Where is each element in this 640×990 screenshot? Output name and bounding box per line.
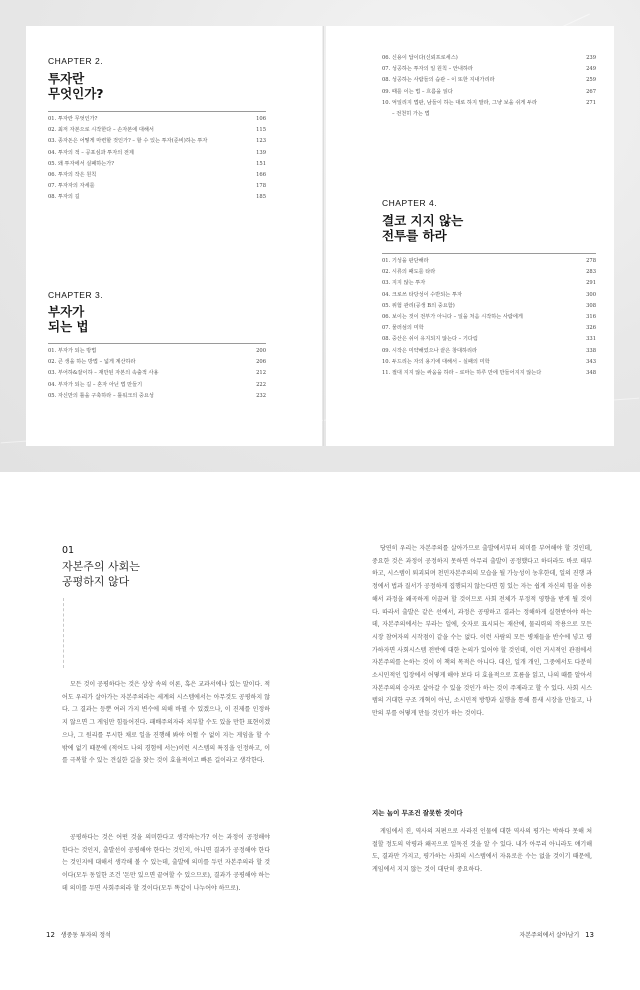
toc-entry-title: 07. 투자자의 자세를 bbox=[48, 183, 95, 190]
toc-entry bbox=[48, 192, 266, 203]
toc-entry-page: 316 bbox=[586, 314, 596, 321]
toc-entry-title: 09. 시작은 미약해었으나 끝은 창대하리라 bbox=[382, 347, 478, 354]
toc-entry-title: 05. 위험 관리(공생 B의 중요함) bbox=[382, 302, 455, 309]
toc-entry-title: 02. 시류의 패도를 타라 bbox=[382, 269, 436, 276]
toc-entry bbox=[48, 148, 266, 159]
toc-entry-page: 206 bbox=[256, 359, 266, 366]
toc-entry-page: 343 bbox=[586, 358, 596, 365]
toc-entry bbox=[48, 368, 266, 379]
toc-entry-page: 348 bbox=[586, 370, 596, 377]
left-running-head: 생중동 투자의 정석 bbox=[60, 932, 111, 939]
toc-entry-title: 02. 큰 생을 하는 방법 – 넓게 계산하라 bbox=[48, 359, 136, 366]
toc-gutter bbox=[323, 26, 324, 446]
toc-entry-title: 08. 투자의 길 bbox=[48, 194, 80, 201]
toc-entry-title: – 전천히 가는 법 bbox=[392, 111, 430, 118]
toc-entry-title: 03. 부어하&잘이하 – 재만된 자본의 속출적 사용 bbox=[48, 370, 159, 377]
toc-entry bbox=[48, 159, 266, 170]
toc-entry-title: 09. 때를 이는 법 – 흐름을 읽다 bbox=[382, 88, 453, 95]
toc-entry bbox=[382, 357, 596, 368]
right-paragraph-1: 당연히 우리는 자본주의를 살아가므로 출발에서부터 의미를 부여해야 할 것인데, 중요한 것은 과정이 공정하지 못하면 아무리 출발이 공정했다고 하더라도 바로 태부하고, 시스템이 퇴괴되며 천민자본주의의 모습을 될 가능성이 농후한데, 일의 진행 과정에서 법과 질서가 공정하게 집행되지 않는다면 힘 있는 자는 쉽게 자신의 힘을 이용해서 과정을 왜곡하게 이끌려 할 것이므로 사회 전체가 부정적 영향을 받게 될 것이다. 따라서 출발은 같은 선에서, 과정은 공평하고 결과는 정해하게 실현받아야 하는데, 자본주의에서는 부라는 일에, 숫자로 표시되는 재산에, 물리력의 작용으로 모든 시장 참여자의 시작점이 같을 수는 없다. 이런 사람의 모든 병채들을 반수에 넣고 평가하자면 사회시스템 전반에 대한 논의가 있어야 할 것인데, 이런 거시적인 관점에서 자본주의를 논하는 것이 이 책의 목적은 아니다. 대신, 일개 개인, 그중에서도 다분히 소시민적인 입장에서 어떻게 해야 보다 더 효율적으로 흐름을 읽고, 나의 때를 알아서 자본주의의 승자로 살아갈 수 있을 것인가 하는 것이 주제라고 할 수 있다. 사회 시스템의 거대한 구조 개혁이 아닌, 소시민적 방향과 실행을 통해 틈새 시장을 만들고, 나만의 부를 어떻게 만들 것인가 하는 것이다. bbox=[372, 545, 592, 718]
toc-entry bbox=[48, 114, 266, 125]
toc-entry bbox=[382, 290, 596, 301]
toc-entry-title: 02. 최저 자본으로 시작한다 – 손자본에 대해서 bbox=[48, 127, 154, 134]
toc-entry-page: 239 bbox=[586, 55, 596, 61]
toc-entry-page: 259 bbox=[586, 77, 596, 84]
section-dashed-rule bbox=[63, 598, 64, 668]
toc-entry bbox=[382, 312, 596, 323]
toc-entry-page: 300 bbox=[586, 291, 596, 298]
toc-entry-title: 10. 두드리는 자의 용기에 대해서 – 실패의 미학 bbox=[382, 358, 490, 365]
chapter4-rule bbox=[382, 253, 596, 254]
toc-entry-page: 338 bbox=[586, 347, 596, 354]
toc-entry-page: 106 bbox=[256, 116, 266, 122]
toc-entry-page: 271 bbox=[586, 99, 596, 106]
toc-entry-title: 01. 기성을 판단해라 bbox=[382, 258, 429, 264]
toc-entry-page: 308 bbox=[586, 302, 596, 309]
left-paragraph-2: 공평하다는 것은 어떤 것을 의미한다고 생각하는가? 이는 과정이 공정해야 한다는 것인지, 출발선이 공평해야 한다는 것인지, 아니면 결과가 공정해야 한다는 것인지에 대해서 생각해 볼 수 있는데, 출발에 의미를 두던 자본주의라 할 것이다(모두 동일한 조건 '돈만 있으면 끝여할 수 있으므로), 결과가 공평해야 하는 데 의미를 두면 사회주의라 할 것이다(모두 똑같이 나누어야 하므로). bbox=[62, 834, 270, 892]
toc-entry bbox=[382, 53, 596, 64]
toc-entry bbox=[48, 136, 266, 147]
toc-entry bbox=[48, 357, 266, 368]
toc-entry bbox=[382, 334, 596, 345]
toc-entry-title: 06. 투자의 작은 원칙 bbox=[48, 172, 97, 179]
toc-entry-page: 151 bbox=[256, 160, 266, 167]
toc-entry-page: 200 bbox=[256, 348, 266, 354]
chapter2-label: CHAPTER 2. bbox=[48, 56, 104, 66]
chapter3-cont-toc-list bbox=[382, 53, 596, 120]
toc-entry bbox=[48, 380, 266, 391]
left-page-number: 12 bbox=[46, 931, 55, 939]
toc-entry-page: 331 bbox=[586, 336, 596, 343]
right-page-number: 13 bbox=[585, 931, 594, 939]
toc-entry bbox=[382, 301, 596, 312]
toc-entry-title: 03. 지지 않는 투자 bbox=[382, 280, 426, 287]
section-title: 자본주의 사회는 공평하지 않다 bbox=[62, 560, 140, 588]
toc-entry-title: 10. 억일리지 법판, 남들이 하는 대로 하지 말라, 그냥 보을 쉬게 두라 bbox=[382, 99, 537, 106]
toc-entry bbox=[382, 64, 596, 75]
chapter3-title: 부자가 되는 법 bbox=[48, 304, 89, 334]
toc-entry bbox=[48, 170, 266, 181]
chapter4-label: CHAPTER 4. bbox=[382, 198, 438, 208]
chapter2-rule bbox=[48, 111, 266, 112]
chapter2-title: 투자란 무엇인가? bbox=[48, 71, 104, 101]
toc-entry-title: 11. 절대 지지 않는 싸움을 하라 – 로마는 하루 만에 만들어지지 않는다 bbox=[382, 370, 542, 377]
toc-entry bbox=[48, 125, 266, 136]
toc-entry bbox=[48, 346, 266, 357]
toc-entry-page: 139 bbox=[256, 149, 266, 156]
toc-entry-title: 04. 투자의 적 – 공포심과 투자의 전제 bbox=[48, 149, 134, 156]
chapter4-toc-list bbox=[382, 256, 596, 379]
toc-entry-page: 232 bbox=[256, 392, 266, 399]
toc-entry-title: 06. 신용이 답이다(신뢰프로세스) bbox=[382, 55, 458, 61]
toc-entry-title: 04. 부자가 되는 길 – 혼자 아닌 법 만들기 bbox=[48, 381, 143, 388]
toc-entry bbox=[48, 181, 266, 192]
toc-entry bbox=[382, 87, 596, 98]
toc-entry-title: 01. 부자가 되는 방법 bbox=[48, 348, 97, 354]
chapter3-label: CHAPTER 3. bbox=[48, 290, 104, 300]
right-running-head: 자본주의에서 살아남기 bbox=[519, 932, 580, 939]
toc-entry-page: 166 bbox=[256, 172, 266, 179]
chapter2-toc-list bbox=[48, 114, 266, 204]
toc-entry-title: 05. 자신만의 틀을 구축하라 – 틀워크의 중요성 bbox=[48, 392, 154, 399]
chapter4-title: 결코 지지 않는 전투를 하라 bbox=[382, 213, 464, 243]
toc-entry bbox=[382, 323, 596, 334]
toc-entry-title: 07. 성공하는 투자의 일 원칙 – 안내하라 bbox=[382, 66, 473, 73]
toc-entry bbox=[382, 256, 596, 267]
toc-entry-title: 08. 중산은 쉬이 유지되지 않는다 – 기다림 bbox=[382, 336, 478, 343]
toc-entry-title: 08. 성공하는 사람들의 습관 – 이 또한 지내가리라 bbox=[382, 77, 495, 84]
toc-entry-page: 326 bbox=[586, 325, 596, 332]
toc-entry-page: 291 bbox=[586, 280, 596, 287]
toc-entry-title: 07. 물러섬의 미학 bbox=[382, 325, 424, 332]
chapter3-toc-list bbox=[48, 346, 266, 402]
toc-entry-page: 267 bbox=[586, 88, 596, 95]
left-paragraph-1: 모든 것이 공평하다는 것은 상상 속의 이론, 혹은 교과서에나 있는 말이다. 적어도 우리가 살아가는 자본주의라는 세계의 시스템에서는 아무것도 공평하지 않다. 그 결과는 등뿐 여러 가지 변수에 의해 바뀔 수 있겠으나, 이 진제를 인정하지 않으면 그 게임만 힘들어진다. 패배주의자라 치부할 수도 있을 만한 표현이겠으나, 그 원리를 무시한 채로 일을 진행해 봐야 어쩔 수 없이 지는 게임을 할 수밖에 없기 때문에 (적어도 나의 경험에 서는)이런 시스템의 특징을 인정하고, 이를 극복할 수 있는 견실한 길을 찾는 것이 효율적이고 빠른 길이라고 생각한다. bbox=[62, 681, 270, 765]
toc-entry-page: 115 bbox=[256, 127, 266, 134]
section-number: 01 bbox=[62, 545, 75, 556]
toc-entry-page: 178 bbox=[256, 183, 266, 190]
toc-entry-page: 283 bbox=[586, 269, 596, 276]
right-paragraph-2: 게임에서 진, 역사의 저편으로 사라진 인물에 대한 역사의 평가는 박하다 못해 처절할 정도의 악평과 왜곡으로 일독진 것을 알 수 있다. 내가 아무리 아니라도 얘기해도, 결과만 가지고, 평가하는 사회의 시스템에서 자유로운 수는 없을 것이기 때문에, 게임에서 지지 않는 것이 대단히 중요하다. bbox=[372, 828, 592, 874]
left-folio bbox=[46, 930, 111, 939]
toc-entry-title: 04. 크로쓰 타당성이 수반되는 투자 bbox=[382, 291, 462, 298]
toc-entry bbox=[382, 98, 596, 109]
toc-entry bbox=[382, 75, 596, 86]
toc-entry bbox=[48, 391, 266, 402]
toc-entry-page: 222 bbox=[256, 381, 266, 388]
subheading: 지는 놈이 무조건 잘못한 것이다 bbox=[372, 809, 463, 817]
toc-entry-page: 278 bbox=[586, 258, 596, 264]
toc-entry-page: 212 bbox=[256, 370, 266, 377]
toc-entry bbox=[382, 278, 596, 289]
chapter3-rule bbox=[48, 343, 266, 344]
toc-entry-title: 03. 종자돈은 어떻게 마련할 것인가? – 할 수 있는 투자(준비)하는 투자 bbox=[48, 138, 208, 145]
toc-entry-page: 185 bbox=[256, 194, 266, 201]
toc-entry bbox=[382, 267, 596, 278]
toc-entry bbox=[382, 109, 596, 120]
right-folio bbox=[519, 930, 594, 939]
toc-entry-title: 05. 왜 투자에서 실패하는가? bbox=[48, 160, 115, 167]
toc-entry bbox=[382, 346, 596, 357]
toc-entry-page: 123 bbox=[256, 138, 266, 145]
toc-entry-page: 249 bbox=[586, 66, 596, 73]
toc-entry-title: 06. 보이는 것이 전부가 아니다 – 일을 처음 시작하는 사람에게 bbox=[382, 314, 523, 321]
toc-entry bbox=[382, 368, 596, 379]
toc-entry-title: 01. 투자란 무엇인가? bbox=[48, 116, 98, 122]
